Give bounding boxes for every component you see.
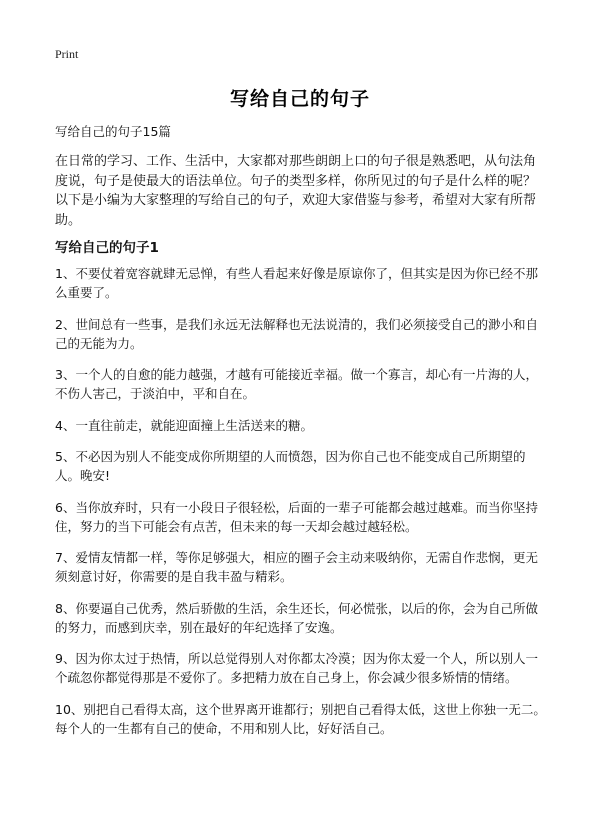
sentence-item-5: 5、不必因为别人不能变成你所期望的人而愤怨，因为你自己也不能变成自己所期望的人。晚安! bbox=[55, 449, 526, 483]
document-subtitle: 写给自己的句子15篇 bbox=[55, 124, 171, 139]
sentence-item-8: 8、你要逼自己优秀，然后骄傲的生活，余生还长，何必慌张，以后的你，会为自己所做的努力，而感到庆幸，别在最好的年纪选择了安逸。 bbox=[55, 600, 538, 635]
sentence-item-10: 10、别把自己看得太高，这个世界离开谁都行；别把自己看得太低，这世上你独一无二。每个人的一生都有自己的使命，不用和别人比，好好活自己。 bbox=[55, 701, 546, 736]
sentence-item-1: 1、不要仗着宽容就肆无忌惮，有些人看起来好像是原谅你了，但其实是因为你已经不那么重要了。 bbox=[55, 266, 538, 300]
print-label: Print bbox=[55, 47, 79, 61]
sentence-item-9: 9、因为你太过于热情，所以总觉得别人对你都太冷漠；因为你太爱一个人，所以别人一个疏忽你都觉得那是不爱你了。多把精力放在自己身上，你会减少很多矫情的情绪。 bbox=[55, 651, 538, 685]
document-title: 写给自己的句子 bbox=[229, 88, 370, 110]
sentence-item-7: 7、爱情友情都一样，等你足够强大，相应的圈子会主动来吸纳你，无需自作悲悯，更无须刻意讨好，你需要的是自我丰盈与精彩。 bbox=[55, 550, 538, 584]
sentence-item-6: 6、当你放弃时，只有一小段日子很轻松，后面的一辈子可能都会越过越难。而当你坚持住，努力的当下可能会有点苦，但未来的每一天却会越过越轻松。 bbox=[55, 499, 538, 534]
sentence-item-4: 4、一直往前走，就能迎面撞上生活送来的糖。 bbox=[55, 417, 313, 433]
section-heading: 写给自己的句子1 bbox=[55, 240, 159, 256]
intro-paragraph: 在日常的学习、工作、生活中，大家都对那些朗朗上口的句子很是熟悉吧，从句法角度说，句子是使最大的语法单位。句子的类型多样，你所见过的句子是什么样的呢？以下是小编为大家整理的写给自己的句子，欢迎大家借鉴与参考，希望对大家有所帮助。 bbox=[55, 154, 537, 228]
sentence-item-3: 3、一个人的自愈的能力越强，才越有可能接近幸福。做一个寡言，却心有一片海的人，不伤人害己，于淡泊中，平和自在。 bbox=[55, 367, 538, 401]
sentence-list bbox=[55, 264, 547, 750]
sentence-item-2: 2、世间总有一些事，是我们永远无法解释也无法说清的，我们必须接受自己的渺小和自己的无能为力。 bbox=[55, 316, 538, 351]
